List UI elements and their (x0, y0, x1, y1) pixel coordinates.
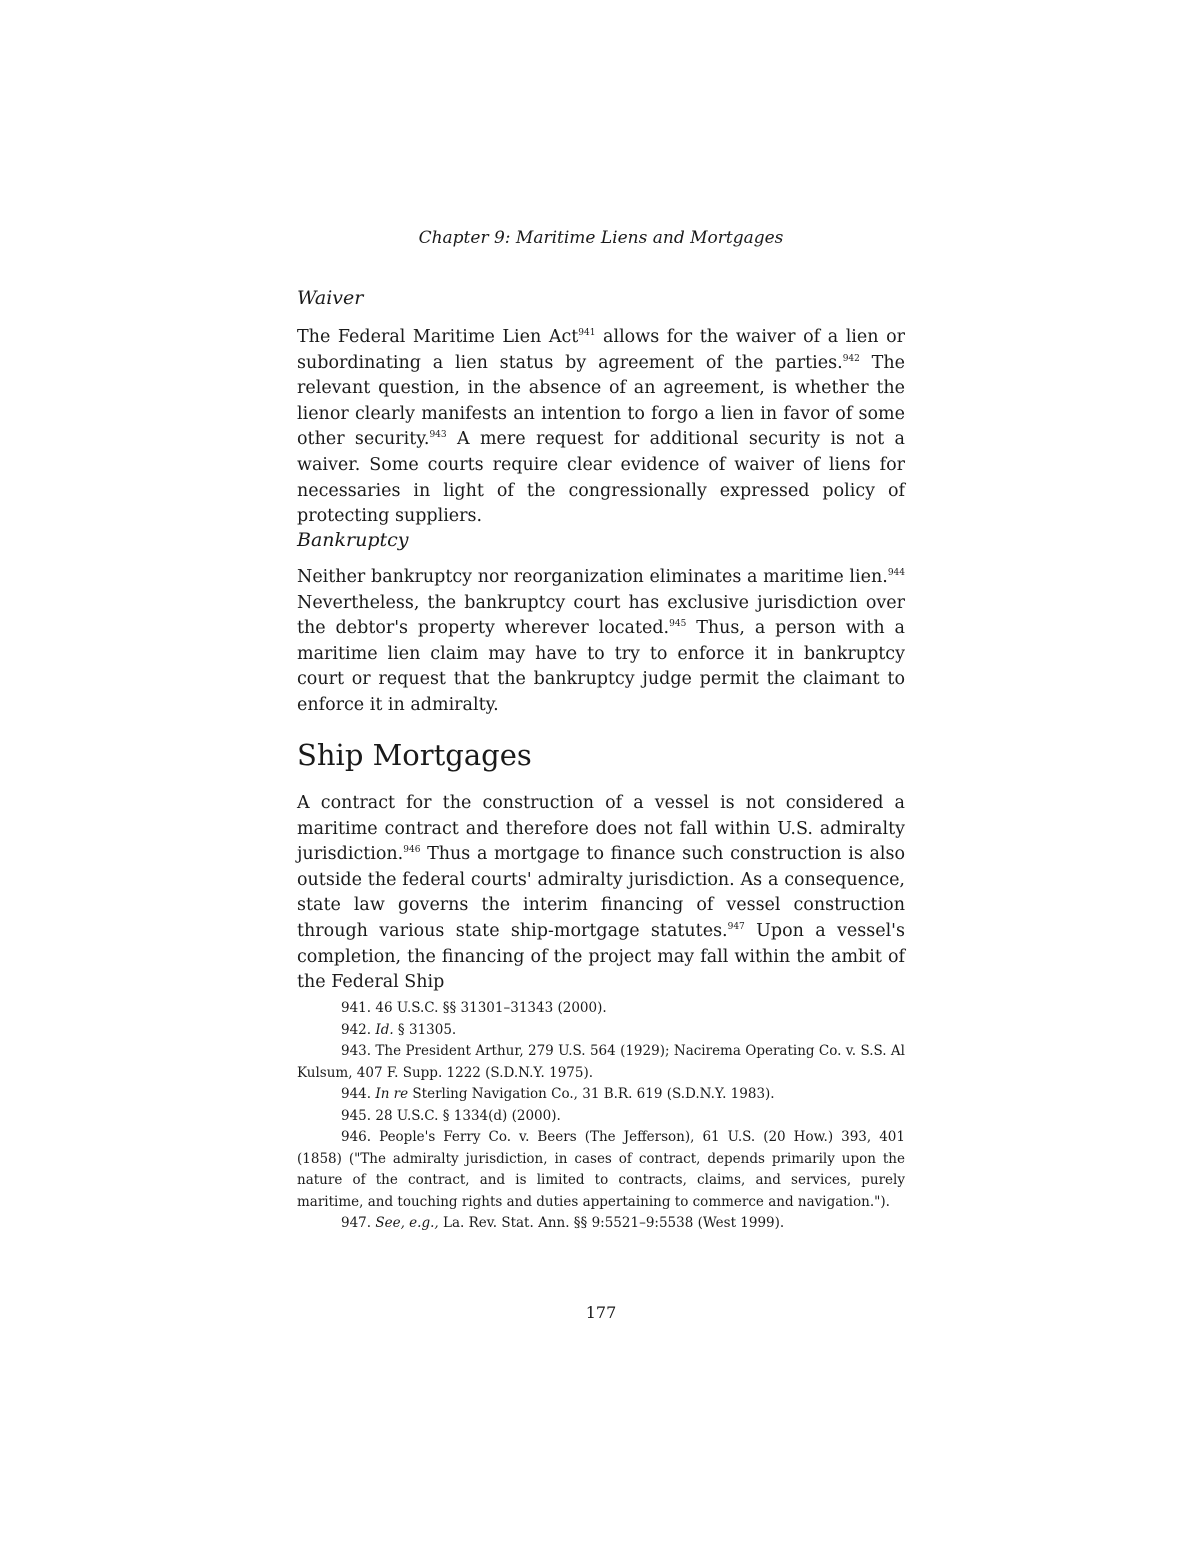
waiver-text-2: allows for the waiver of a lien or subordinating a lien status by agreement of the parties. (297, 327, 905, 373)
footnote-ref-942[interactable]: 942 (842, 353, 860, 364)
ship-mortgages-heading: Ship Mortgages (297, 738, 532, 772)
ship-mortgages-text-3: Upon a vessel's completion, the financing of the project may fall within the ambit of the Federal Ship (297, 920, 905, 993)
ship-mortgages-section (297, 737, 905, 996)
page-number: 177 (585, 1303, 617, 1322)
footnote-ref-944[interactable]: 944 (887, 568, 905, 578)
bankruptcy-paragraph (297, 565, 905, 719)
book-page (297, 0, 905, 1553)
footnote-942-text: § 31305. (393, 1021, 457, 1038)
footnote-946: 946. People's Ferry Co. v. Beers (The Jefferson), 61 U.S. (20 How.) 393, 401 (1858) ("The admiralty jurisdiction, in cases of contract, depends primarily upon the nature of the contract, and is limited to contracts, claims, and services, purely maritime, and touching rights and duties appertaining to commerce and navigation."). (297, 1129, 905, 1210)
footnote-942-number: 942. (341, 1021, 376, 1038)
waiver-section (297, 285, 905, 530)
footnote-ref-941[interactable]: 941 (578, 328, 596, 338)
running-head: Chapter 9: Maritime Liens and Mortgages (418, 228, 784, 248)
footnote-944 (297, 1084, 905, 1106)
footnote-941: 941. 46 U.S.C. §§ 31301–31343 (2000). (341, 1000, 607, 1016)
ship-mortgages-text-2: Thus a mortgage to finance such construction is also outside the federal courts' admiralty jurisdiction. As a consequence, state law governs the interim financing of vessel construction through various state ship-mortgage statutes. (297, 844, 905, 941)
footnote-943: 943. The President Arthur, 279 U.S. 564 (1929); Nacirema Operating Co. v. S.S. Al Kulsum, 407 F. Supp. 1222 (S.D.N.Y. 1975). (297, 1043, 905, 1081)
footnote-947-italic: See, e.g., (375, 1215, 439, 1231)
waiver-text-4: A mere request for additional security is not a waiver. Some courts require clear evidence of waiver of liens for necessaries in light of the congressionally expressed policy of protecting suppliers. (297, 429, 905, 527)
footnote-ref-947[interactable]: 947 (727, 921, 745, 932)
footnote-947 (297, 1213, 905, 1235)
footnote-942 (297, 1020, 905, 1042)
waiver-text-1: The Federal Maritime Lien Act (297, 327, 579, 347)
footnote-944-number: 944. (341, 1086, 376, 1102)
footnotes (297, 998, 905, 1235)
footnote-945: 945. 28 U.S.C. § 1334(d) (2000). (341, 1107, 561, 1124)
footnote-947-number: 947. (341, 1215, 376, 1231)
footnote-ref-945[interactable]: 945 (669, 619, 687, 630)
ship-mortgages-text-1: A contract for the construction of a vessel is not considered a maritime contract and therefore does not fall within U.S. admiralty jurisdiction. (297, 793, 905, 865)
bankruptcy-text-2: Nevertheless, the bankruptcy court has exclusive jurisdiction over the debtor's property wherever located. (297, 592, 905, 639)
bankruptcy-text-1: Neither bankruptcy nor reorganization eliminates a maritime lien. (297, 567, 888, 587)
footnote-947-text: La. Rev. Stat. Ann. §§ 9:5521–9:5538 (West 1999). (438, 1215, 785, 1231)
ship-mortgages-paragraph (297, 791, 905, 996)
bankruptcy-text-3: Thus, a person with a maritime lien claim may have to try to enforce it in bankruptcy court or request that the bankruptcy judge permit the claimant to enforce it in admiralty. (297, 618, 905, 715)
bankruptcy-heading: Bankruptcy (297, 529, 409, 551)
bankruptcy-section (297, 527, 905, 719)
footnote-ref-943[interactable]: 943 (429, 430, 447, 441)
footnote-944-text: Sterling Navigation Co., 31 B.R. 619 (S.D.N.Y. 1983). (408, 1086, 775, 1102)
footnote-ref-946[interactable]: 946 (403, 845, 421, 856)
waiver-text-3: The relevant question, in the absence of an agreement, is whether the lienor clearly manifests an intention to forgo a lien in favor of some other security. (297, 352, 905, 450)
footnote-942-italic: Id. (375, 1021, 394, 1038)
waiver-paragraph (297, 325, 905, 530)
footnote-944-italic: In re (375, 1086, 409, 1102)
waiver-heading: Waiver (297, 287, 364, 309)
